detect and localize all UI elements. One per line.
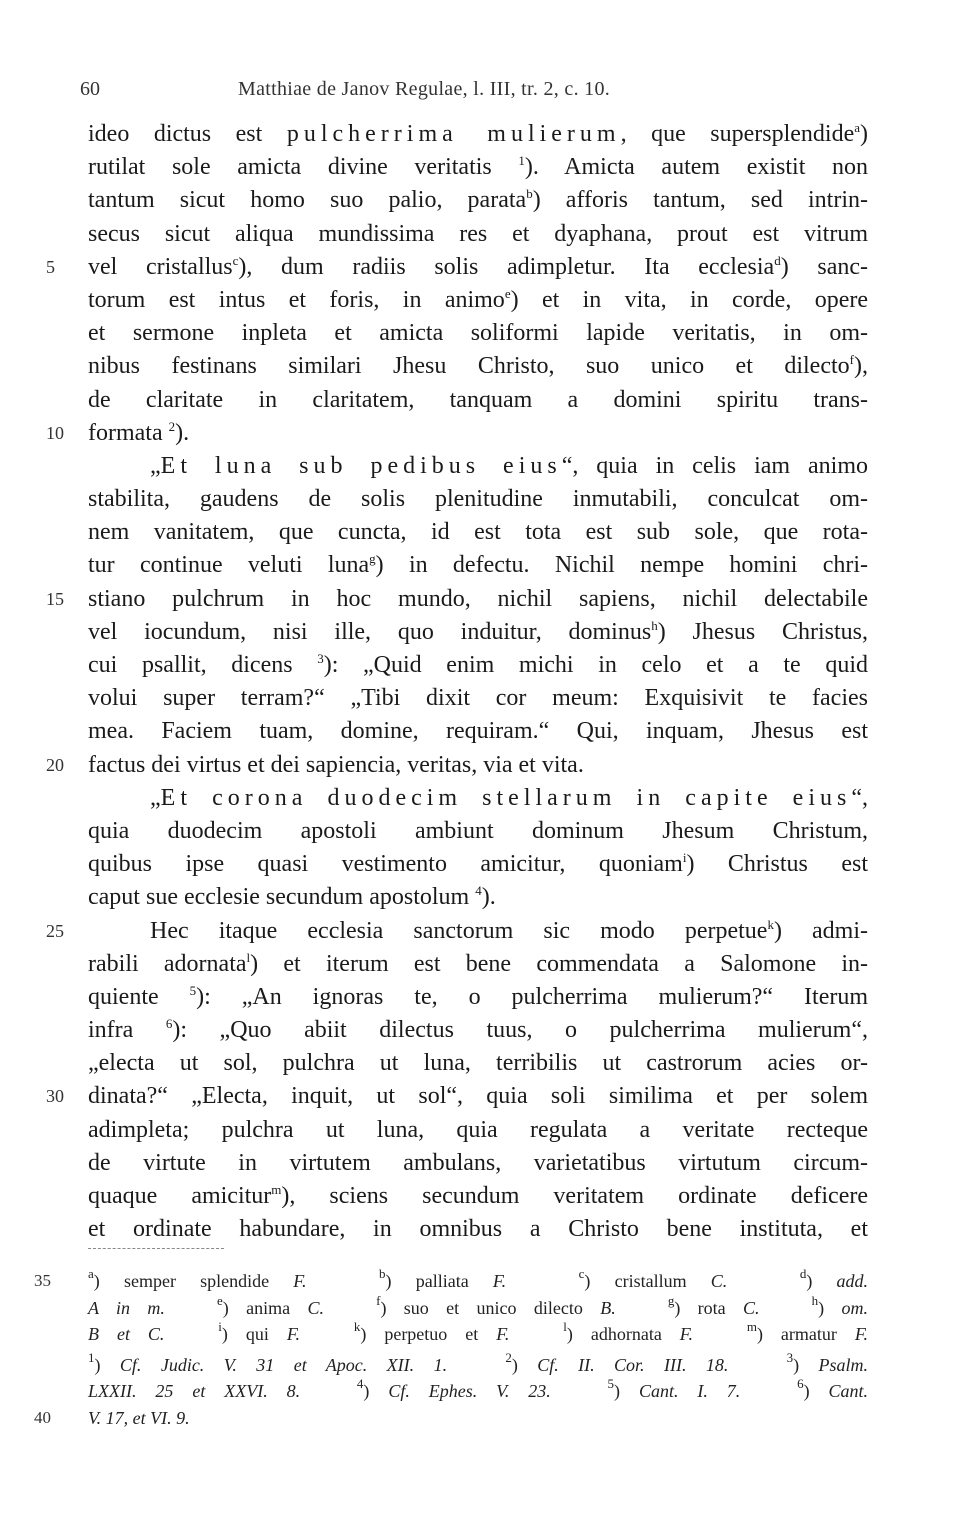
body-line — [88, 948, 868, 981]
body-line — [46, 1080, 868, 1113]
body-line — [88, 350, 868, 383]
body-line — [88, 649, 868, 682]
body-text: stabilita, gaudens de solis plenitudine inmutabili, conculcat om- — [88, 486, 868, 513]
running-title: Matthiae de Janov Regulae, l. III, tr. 2, c. 10. — [238, 78, 611, 100]
body-line — [46, 583, 868, 616]
body-line — [88, 483, 868, 516]
footnote-text: V. 17, et VI. 9. — [88, 1407, 190, 1428]
page-number: 60 — [80, 78, 100, 100]
body-line — [88, 881, 868, 914]
body-line — [88, 1047, 868, 1080]
main-text — [46, 118, 869, 1246]
body-text: et sermone inpleta et amicta soliformi lapide veritatis, in om- — [88, 320, 868, 347]
body-text: de virtute in virtutem ambulans, varietatibus virtutum circum- — [88, 1149, 868, 1176]
footnotes — [34, 1266, 869, 1431]
body-line — [88, 815, 868, 848]
body-line — [46, 417, 868, 450]
body-text: infra $^6$): „Quo abiit dilectus tuus, o pulcherrima mulierum“, — [88, 1016, 868, 1044]
body-line — [88, 151, 868, 184]
body-text: quiente $^5$): „An ignoras te, o pulcherrima mulierum?“ Iterum — [88, 982, 869, 1010]
footnote-line — [34, 1405, 868, 1432]
body-line — [88, 981, 868, 1014]
body-text: quibus ipse quasi vestimento amicitur, quoniam$^i$) Christus est — [88, 850, 868, 878]
body-text: volui super terram?“ „Tibi dixit cor meum: Exquisivit te facies — [88, 685, 868, 712]
body-line — [46, 915, 868, 948]
body-line — [88, 284, 868, 317]
body-text: dinata?“ „Electa, inquit, ut sol“, quia soli similima et per solem — [88, 1083, 868, 1110]
line-number: 5 — [46, 256, 55, 277]
body-line — [46, 749, 868, 782]
body-text: cui psallit, dicens $^3$): „Quid enim michi in celo et a te quid — [88, 651, 869, 678]
body-line — [88, 184, 868, 217]
body-text: tantum sicut homo suo palio, parata$^b$) afforis tantum, sed intrin- — [88, 186, 868, 214]
footnote-text: B et C. $^i$) qui F. $^k$) perpetuo et F. $^l$) adhornata F. $^m$) armatur F. — [88, 1319, 869, 1344]
body-line — [88, 1114, 868, 1147]
footnote-line — [88, 1378, 868, 1405]
body-text: nibus festinans similari Jhesu Christo, suo unico et dilecto$^f$), — [88, 352, 868, 380]
body-line — [88, 848, 868, 881]
body-text: torum est intus et foris, in animo$^e$) et in vita, in corde, opere — [88, 285, 868, 313]
body-text: rutilat sole amicta divine veritatis $^1$). Amicta autem existit non — [88, 153, 868, 181]
footnote-line — [88, 1349, 868, 1379]
body-text: „Et corona duodecim stellarum in capite eius“, — [150, 784, 868, 811]
body-line — [88, 218, 868, 251]
footnote-separator — [88, 1248, 224, 1249]
footnote-text: LXXII. 25 et XXVI. 8. $^4$) Cf. Ephes. V. 23. $^5$) Cant. I. 7. $^6$) Cant. — [88, 1376, 868, 1401]
body-line — [88, 1180, 868, 1213]
body-text: secus sicut aliqua mundissima res et dyaphana, prout est vitrum — [88, 220, 868, 247]
body-line — [46, 251, 868, 284]
body-text: nem vanitatem, que cuncta, id est tota est sub sole, que rota- — [88, 519, 868, 546]
body-text: rabili adornata$^l$) et iterum est bene commendata a Salomone in- — [88, 949, 869, 977]
body-text: stiano pulchrum in hoc mundo, nichil sapiens, nichil delectabile — [88, 585, 868, 612]
footnote-text: $^1$) Cf. Judic. V. 31 et Apoc. XII. 1. $^2$) Cf. II. Cor. III. 18. $^3$) Psalm. — [88, 1349, 868, 1375]
body-text: et ordinate habundare, in omnibus a Christo bene instituta, et — [88, 1216, 868, 1243]
body-text: quia duodecim apostoli ambiunt dominum Jhesum Christum, — [88, 817, 868, 844]
body-text: mea. Faciem tuam, domine, requiram.“ Qui, inquam, Jhesus est — [88, 718, 868, 745]
body-text: Hec itaque ecclesia sanctorum sic modo perpetue$^k$) admi- — [150, 916, 868, 944]
body-line — [88, 516, 868, 549]
body-line — [88, 616, 868, 649]
line-number: 30 — [46, 1086, 64, 1107]
body-text: de claritate in claritatem, tanquam a domini spiritu trans- — [88, 386, 868, 413]
line-number: 10 — [46, 422, 64, 443]
body-line — [88, 1014, 868, 1047]
body-text: adimpleta; pulchra ut luna, quia regulata a veritate recteque — [88, 1116, 868, 1143]
running-header — [80, 78, 868, 108]
body-text: „Et luna sub pedibus eius“, quia in celis iam animo — [150, 452, 868, 479]
body-text: tur continue veluti luna$^g$) in defectu. Nichil nempe homini chri- — [88, 551, 868, 579]
body-text: formata $^2$). — [88, 418, 190, 446]
body-text: vel iocundum, nisi ille, quo induitur, dominus$^h$) Jhesus Christus, — [88, 617, 868, 645]
body-text: quaque amicitur$^m$), sciens secundum veritatem ordinate deficere — [88, 1182, 868, 1209]
line-number: 35 — [34, 1271, 51, 1290]
footnote-text: $^a$) semper splendide F. $^b$) palliata F. $^c$) cristallum C. $^d$) add. — [88, 1266, 869, 1291]
body-text: vel cristallus$^c$), dum radiis solis adimpletur. Ita ecclesia$^d$) sanc- — [88, 252, 868, 280]
line-number: 20 — [46, 754, 64, 775]
body-line — [88, 715, 868, 748]
body-text: factus dei virtus et dei sapiencia, veritas, via et vita. — [88, 751, 584, 778]
footnote-line — [34, 1266, 869, 1295]
body-text: caput sue ecclesie secundum apostolum $^4$). — [88, 883, 496, 911]
footnote-line — [88, 1321, 868, 1348]
body-line — [88, 118, 868, 151]
body-line — [88, 549, 868, 582]
body-line — [88, 682, 868, 715]
body-line — [88, 384, 868, 417]
body-line — [88, 450, 868, 483]
body-line — [88, 1213, 868, 1246]
body-text: „electa ut sol, pulchra ut luna, terribilis ut castrorum acies or- — [88, 1050, 868, 1077]
body-text: ideo dictus est pulcherrima mulierum, que supersplendide$^a$) — [88, 120, 868, 147]
body-line — [88, 317, 868, 350]
line-number: 15 — [46, 588, 64, 609]
line-number: 25 — [46, 920, 64, 941]
body-line — [88, 782, 868, 815]
footnote-line — [88, 1292, 868, 1322]
footnote-text: A in m. $^e$) anima C. $^f$) suo et unico dilecto B. $^g$) rota C. $^h$) om. — [88, 1292, 868, 1318]
body-line — [88, 1147, 868, 1180]
line-number: 40 — [34, 1407, 51, 1427]
